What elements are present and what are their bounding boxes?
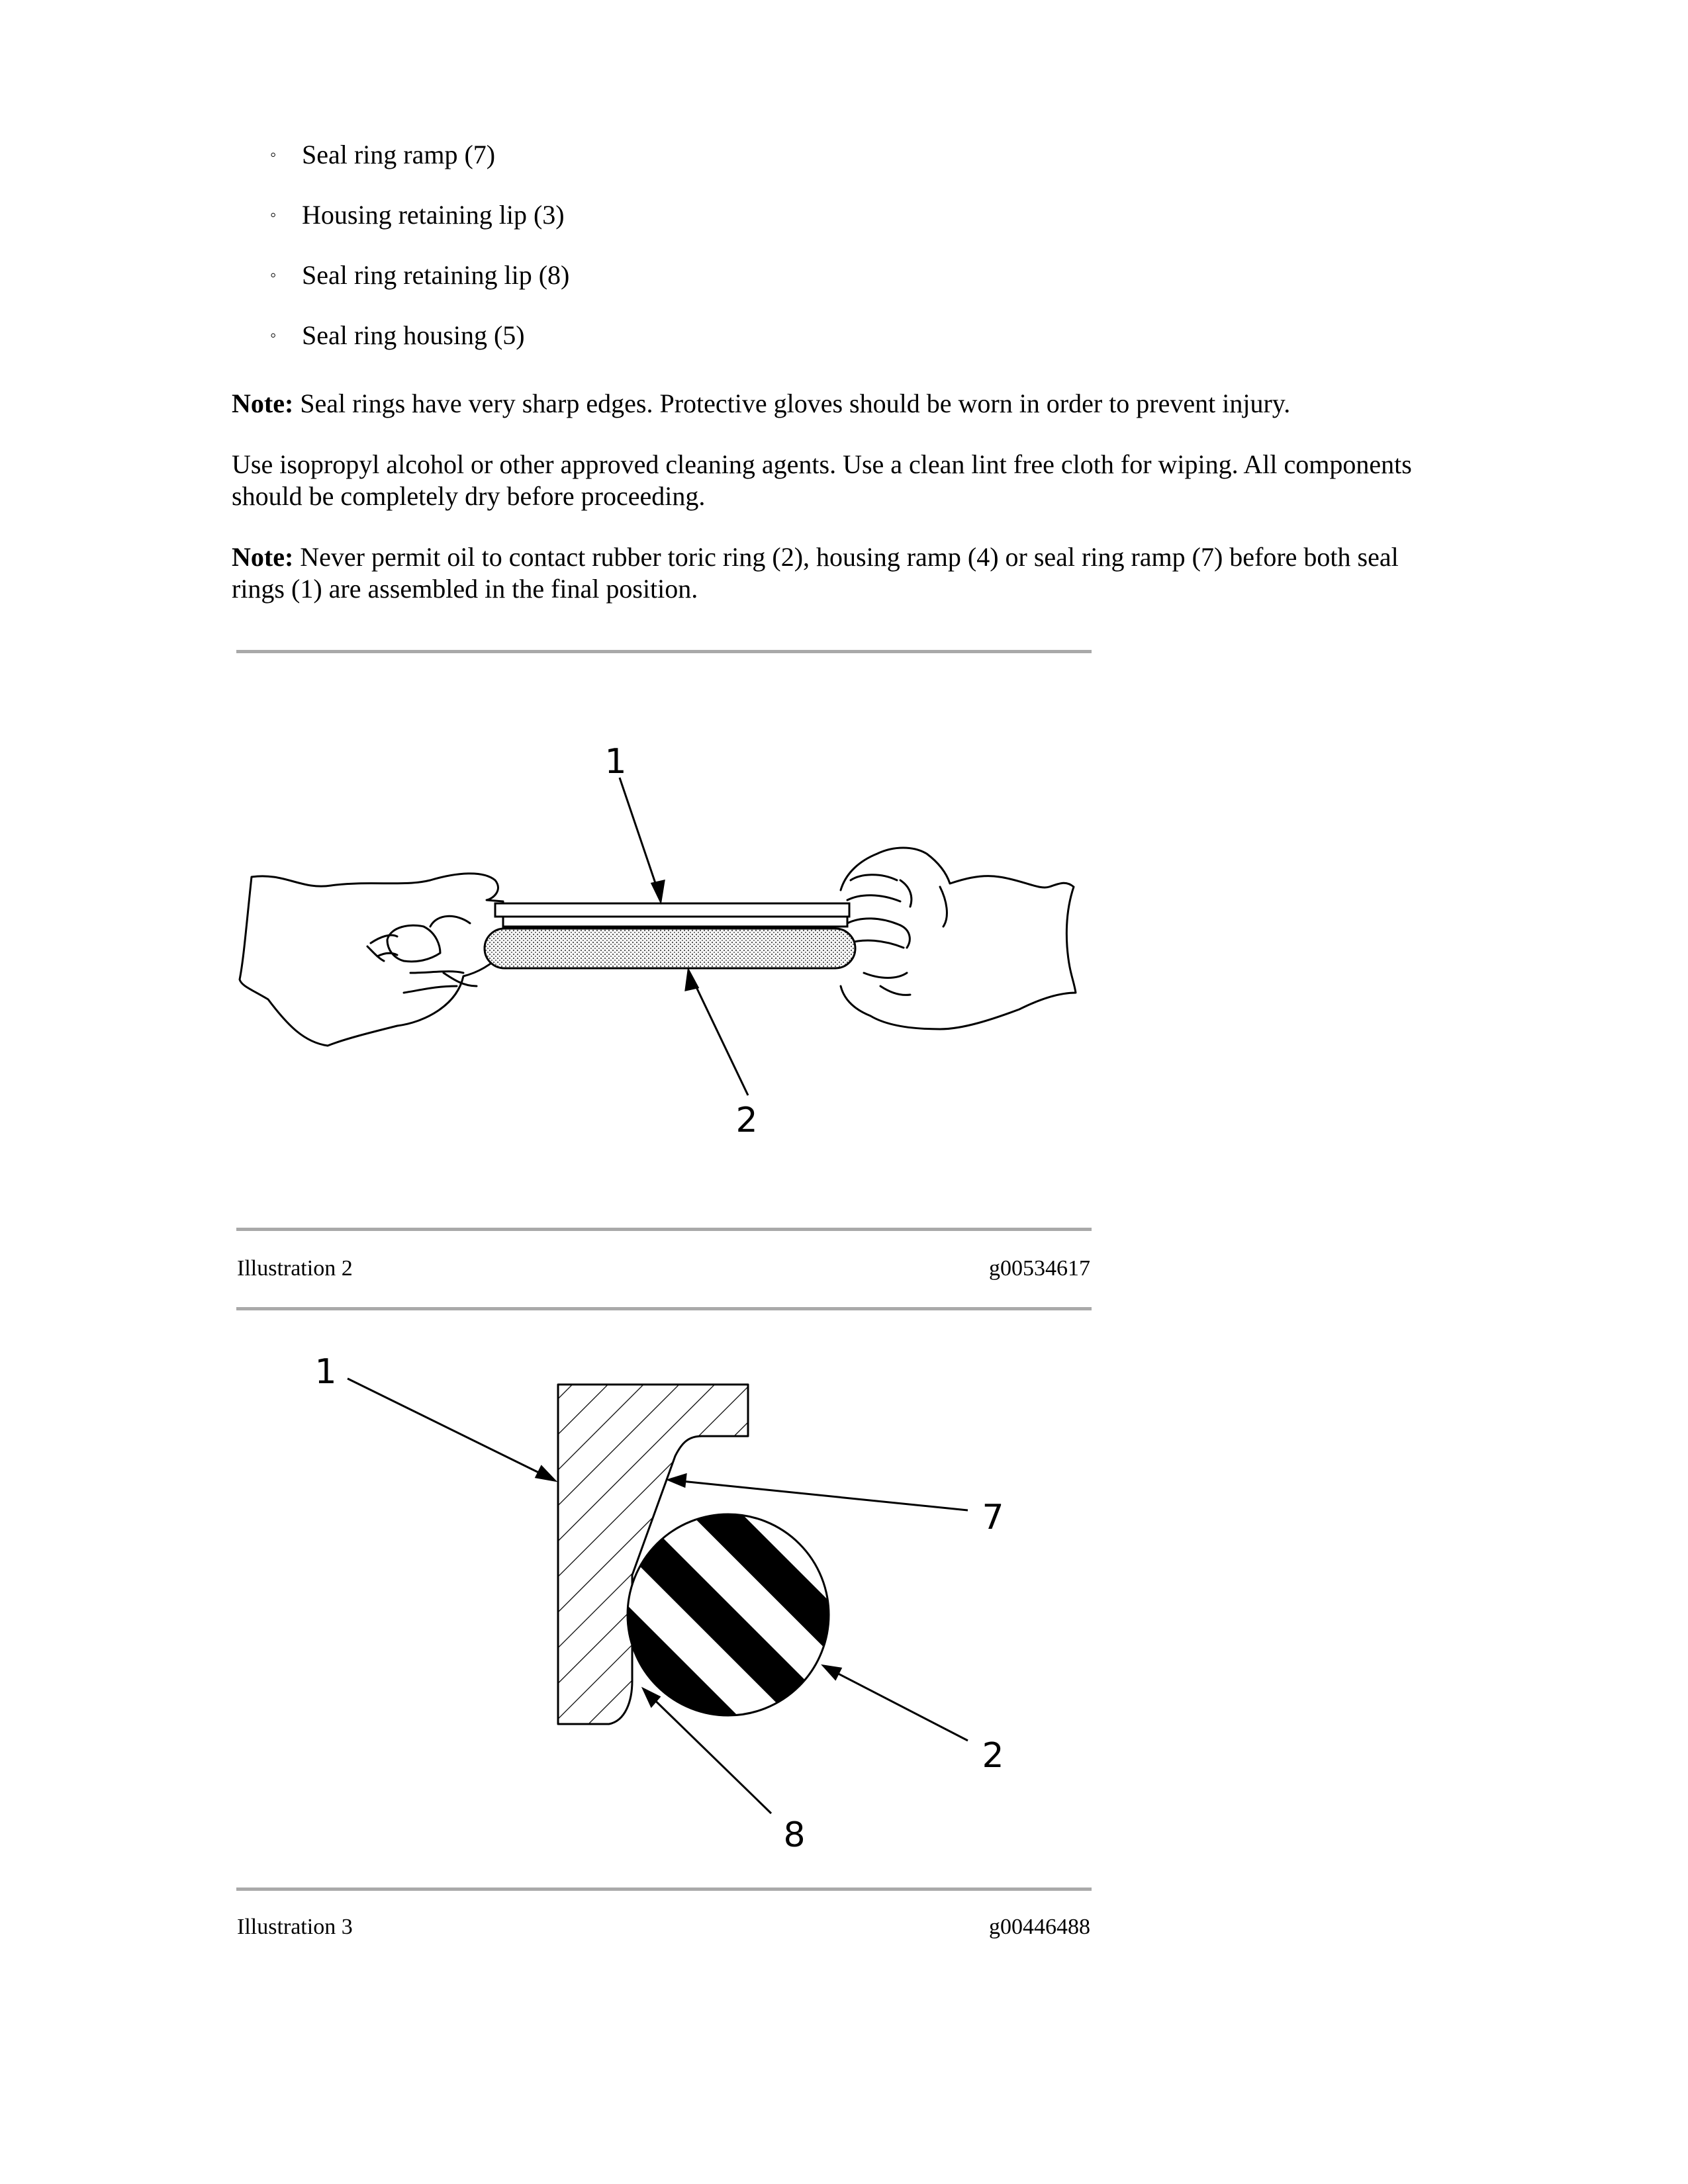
bullet-marker: ◦ [270, 205, 277, 224]
list-item [270, 320, 569, 351]
note-label: Note: [232, 388, 294, 418]
left-hand-outline [240, 874, 503, 1046]
toric-ring [485, 929, 855, 968]
paragraph-line: Use isopropyl alcohol or other approved cleaning agents. Use a clean lint free cloth for wiping. All components [232, 449, 1412, 479]
callout-1: 1 [604, 742, 627, 782]
note-label: Note: [232, 542, 294, 572]
list-item-label: Seal ring retaining lip (8) [302, 260, 570, 290]
component-list [270, 139, 569, 380]
bullet-marker: ◦ [270, 265, 277, 285]
figure-caption: Illustration 3 [237, 1915, 353, 1939]
figure-top-rule [236, 650, 1092, 653]
graphic-id: g00446488 [989, 1915, 1090, 1939]
note-oil-contact [232, 541, 1489, 605]
graphic-id: g00534617 [989, 1256, 1090, 1281]
callout-2: 2 [982, 1736, 1004, 1776]
list-item-label: Seal ring ramp (7) [302, 140, 496, 169]
cleaning-instructions [232, 449, 1489, 512]
seal-ring-top-face [495, 903, 849, 917]
bullet-marker: ◦ [270, 145, 277, 164]
note-text: Never permit oil to contact rubber toric ring (2), housing ramp (4) or seal ring ramp (7) before both seal [293, 542, 1399, 572]
illustration-3-seal-cross-section [236, 1330, 1092, 1866]
toric-ring-section [622, 1509, 834, 1721]
figure-bottom-rule [236, 1888, 1092, 1891]
list-item [270, 139, 569, 171]
note-text: rings (1) are assembled in the final position. [232, 574, 698, 604]
callout-7: 7 [982, 1498, 1004, 1537]
seal-ring-body [503, 917, 847, 927]
bullet-marker: ◦ [270, 326, 277, 345]
figure-bottom-rule [236, 1228, 1092, 1231]
callout-2: 2 [735, 1101, 758, 1140]
note-sharp-edges [232, 388, 1489, 420]
list-item-label: Seal ring housing (5) [302, 320, 525, 350]
figure-caption: Illustration 2 [237, 1256, 353, 1281]
note-text: Seal rings have very sharp edges. Protective gloves should be worn in order to prevent injury. [293, 388, 1291, 418]
list-item [270, 259, 569, 291]
list-item-label: Housing retaining lip (3) [302, 200, 565, 230]
paragraph-line: should be completely dry before proceeding. [232, 481, 706, 511]
callout-1: 1 [314, 1352, 337, 1392]
list-item [270, 199, 569, 231]
figure-top-rule [236, 1307, 1092, 1310]
callout-8: 8 [783, 1815, 806, 1855]
illustration-2-seal-ring-handling [236, 728, 1092, 1152]
